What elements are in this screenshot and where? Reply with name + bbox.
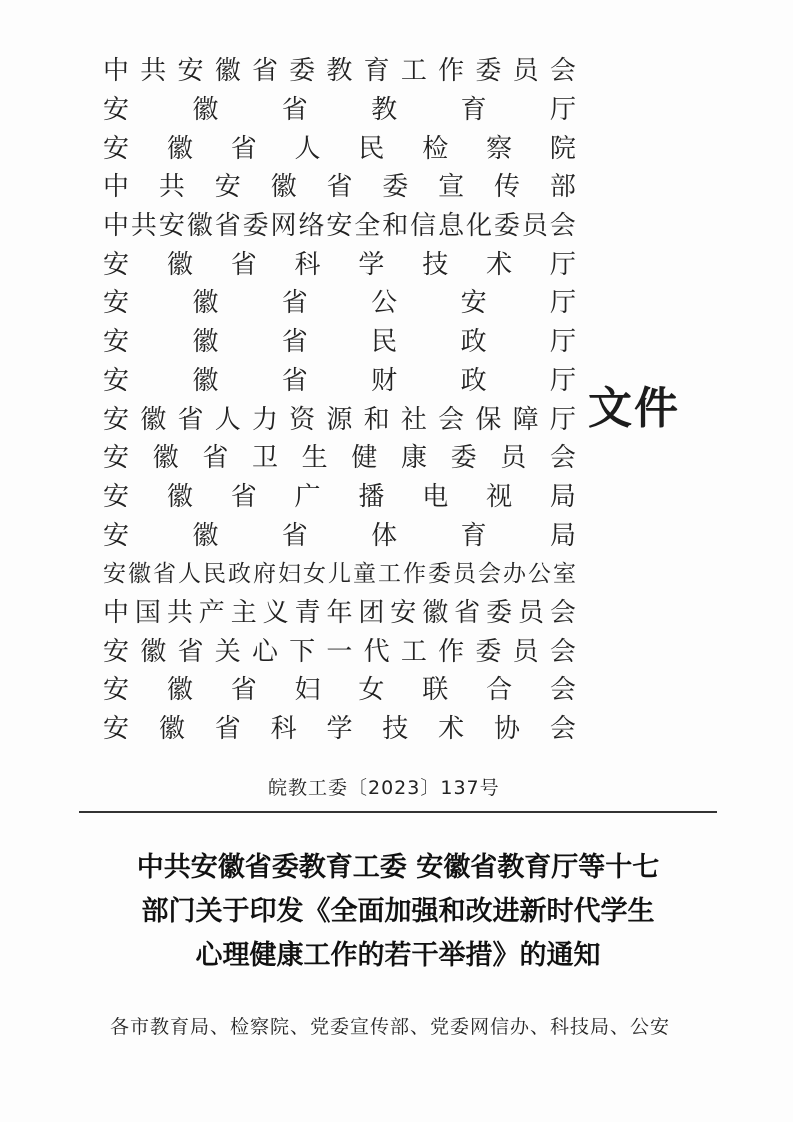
- issuer-list: [103, 52, 576, 748]
- issuer-row: 安 徽 省 妇 女 联 合 会: [103, 675, 576, 706]
- header-divider: [79, 811, 717, 813]
- issuer-row: 安 徽 省 公 安 厅: [103, 288, 576, 319]
- issuer-row: 中 共 安 徽 省 委 教 育 工 作 委 员 会: [103, 56, 576, 87]
- issuer-row: 安 徽 省 卫 生 健 康 委 员 会: [103, 443, 576, 474]
- issuer-row: 安 徽 省 科 学 技 术 协 会: [103, 714, 576, 745]
- issuer-row: 安 徽 省 科 学 技 术 厅: [103, 249, 576, 280]
- document-number: 皖教工委〔2023〕137号: [268, 777, 500, 799]
- issuer-row: 安 徽 省 财 政 厅: [103, 365, 576, 396]
- notice-title: [80, 846, 716, 978]
- issuer-row: 安 徽 省 广 播 电 视 局: [103, 481, 576, 512]
- issuer-row: 安 徽 省 体 育 局: [103, 520, 576, 551]
- title-line: 心理健康工作的若干举措》的通知: [195, 940, 601, 971]
- document-word: 文件: [588, 383, 680, 434]
- issuer-row: 安 徽 省 教 育 厅: [103, 95, 576, 126]
- issuer-row: 安 徽 省 人 力 资 源 和 社 会 保 障 厅: [103, 404, 576, 435]
- issuer-row: 中 共 安 徽 省 委 网 络 安 全 和 信 息 化 委 员 会: [103, 211, 576, 242]
- issuer-row: 安 徽 省 关 心 下 一 代 工 作 委 员 会: [103, 636, 576, 667]
- issuer-row: 安 徽 省 人 民 检 察 院: [103, 133, 576, 164]
- title-line: 部门关于印发《全面加强和改进新时代学生: [141, 896, 655, 927]
- title-line: 中共安徽省委教育工委 安徽省教育厅等十七: [136, 852, 660, 883]
- recipients-line: 各市教育局、检察院、党委宣传部、党委网信办、科技局、公安: [110, 1016, 671, 1038]
- issuer-row: 中 共 安 徽 省 委 宣 传 部: [103, 172, 576, 203]
- issuer-row: 中 国 共 产 主 义 青 年 团 安 徽 省 委 员 会: [103, 597, 576, 628]
- issuer-row: 安 徽 省 民 政 厅: [103, 327, 576, 358]
- issuer-row: 安 徽 省 人 民 政 府 妇 女 儿 童 工 作 委 员 会 办 公 室: [103, 560, 576, 587]
